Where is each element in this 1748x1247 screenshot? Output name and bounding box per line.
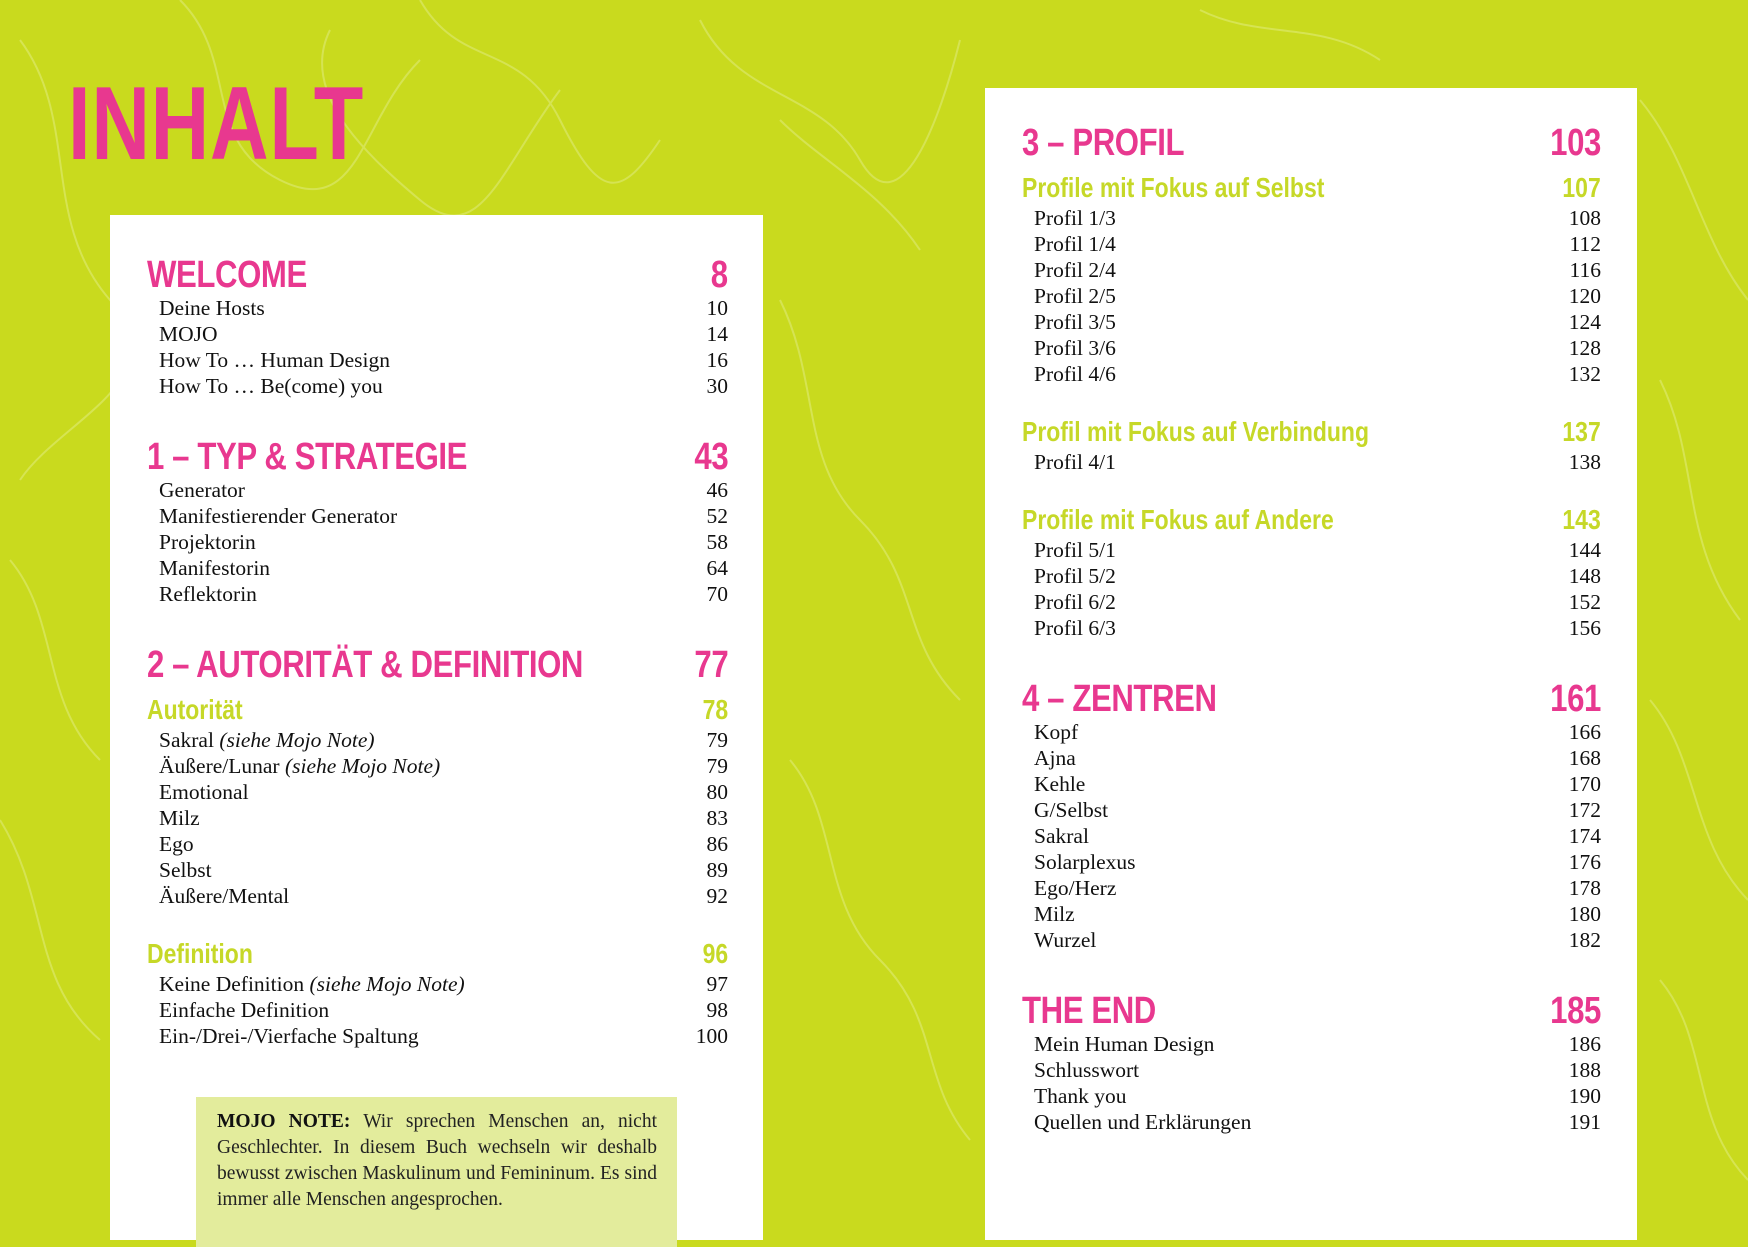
toc-entry[interactable]: Sakral 174 (1034, 824, 1601, 848)
toc-entry[interactable]: Ajna 168 (1034, 746, 1601, 770)
toc-entry[interactable]: Deine Hosts 10 (159, 296, 728, 320)
toc-subsection-heading[interactable]: Profile mit Fokus auf Andere 143 (1022, 504, 1601, 535)
toc-entry[interactable]: Profil 4/1 138 (1034, 450, 1601, 474)
toc-entry[interactable]: Mein Human Design 186 (1034, 1032, 1601, 1056)
toc-entry[interactable]: Reflektorin 70 (159, 582, 728, 606)
toc-entry[interactable]: Milz 180 (1034, 902, 1601, 926)
toc-entry[interactable]: MOJO 14 (159, 322, 728, 346)
spacer (1022, 387, 1601, 407)
toc-entry[interactable]: Profil 1/3 108 (1034, 206, 1601, 230)
toc-entry[interactable]: Keine Definition (siehe Mojo Note) 97 (159, 972, 728, 996)
spacer (147, 909, 728, 929)
spacer (147, 399, 728, 437)
page-title: INHALT (68, 66, 365, 182)
toc-section-heading[interactable]: WELCOME 8 (147, 254, 728, 296)
toc-section-heading[interactable]: 1 – TYP & STRATEGIE 43 (147, 436, 728, 478)
toc-entry[interactable]: Emotional 80 (159, 780, 728, 804)
toc-right-panel (985, 88, 1637, 1240)
toc-entry[interactable]: Kehle 170 (1034, 772, 1601, 796)
toc-entry[interactable]: Äußere/Mental 92 (159, 884, 728, 908)
mojo-note-label: MOJO NOTE: (217, 1111, 351, 1132)
toc-entry[interactable]: Schlusswort 188 (1034, 1058, 1601, 1082)
toc-section-heading[interactable]: 2 – AUTORITÄT & DEFINITION 77 (147, 644, 728, 686)
toc-right (1022, 123, 1601, 1135)
toc-entry[interactable]: Manifestorin 64 (159, 556, 728, 580)
toc-entry[interactable]: Einfache Definition 98 (159, 998, 728, 1022)
toc-entry[interactable]: Wurzel 182 (1034, 928, 1601, 952)
toc-entry[interactable]: Äußere/Lunar (siehe Mojo Note) 79 (159, 754, 728, 778)
toc-subsection-heading[interactable]: Autorität 78 (147, 694, 728, 725)
toc-section-heading[interactable]: 3 – PROFIL 103 (1022, 122, 1601, 164)
toc-subsection-heading[interactable]: Profil mit Fokus auf Verbindung 137 (1022, 416, 1601, 447)
mojo-note-box (196, 1097, 677, 1247)
spacer (1022, 953, 1601, 991)
toc-entry[interactable]: Ego/Herz 178 (1034, 876, 1601, 900)
toc-left (147, 255, 728, 1049)
toc-entry[interactable]: Profil 6/2 152 (1034, 590, 1601, 614)
spacer (1022, 641, 1601, 679)
toc-entry[interactable]: Kopf 166 (1034, 720, 1601, 744)
toc-entry[interactable]: Profil 5/2 148 (1034, 564, 1601, 588)
toc-section-heading[interactable]: 4 – ZENTREN 161 (1022, 678, 1601, 720)
toc-subsection-heading[interactable]: Profile mit Fokus auf Selbst 107 (1022, 172, 1601, 203)
toc-entry[interactable]: Solarplexus 176 (1034, 850, 1601, 874)
toc-entry[interactable]: Ego 86 (159, 832, 728, 856)
toc-entry[interactable]: How To … Human Design 16 (159, 348, 728, 372)
toc-section-heading[interactable]: THE END 185 (1022, 990, 1601, 1032)
toc-entry[interactable]: Profil 3/6 128 (1034, 336, 1601, 360)
toc-entry[interactable]: Sakral (siehe Mojo Note) 79 (159, 728, 728, 752)
toc-entry[interactable]: Manifestierender Generator 52 (159, 504, 728, 528)
toc-entry[interactable]: Profil 3/5 124 (1034, 310, 1601, 334)
toc-entry[interactable]: Quellen und Erklärungen 191 (1034, 1110, 1601, 1134)
toc-entry[interactable]: Profil 4/6 132 (1034, 362, 1601, 386)
toc-entry[interactable]: G/Selbst 172 (1034, 798, 1601, 822)
toc-entry[interactable]: Selbst 89 (159, 858, 728, 882)
toc-subsection-heading[interactable]: Definition 96 (147, 938, 728, 969)
toc-entry[interactable]: Profil 1/4 112 (1034, 232, 1601, 256)
toc-entry[interactable]: Projektorin 58 (159, 530, 728, 554)
toc-left-panel (110, 215, 763, 1240)
toc-entry[interactable]: Milz 83 (159, 806, 728, 830)
toc-entry[interactable]: How To … Be(come) you 30 (159, 374, 728, 398)
toc-entry[interactable]: Ein-/Drei-/Vierfache Spaltung 100 (159, 1024, 728, 1048)
toc-entry[interactable]: Profil 6/3 156 (1034, 616, 1601, 640)
toc-entry[interactable]: Profil 2/5 120 (1034, 284, 1601, 308)
toc-entry[interactable]: Profil 5/1 144 (1034, 538, 1601, 562)
toc-entry[interactable]: Thank you 190 (1034, 1084, 1601, 1108)
toc-entry[interactable]: Generator 46 (159, 478, 728, 502)
mojo-note-text: Wir sprechen Menschen an, nicht Geschlechter. In diesem Buch wechseln wir deshalb bewusst zwischen Maskulinum und Femininum. Es sind immer alle Menschen angesprochen. (217, 1111, 657, 1210)
toc-entry[interactable]: Profil 2/4 116 (1034, 258, 1601, 282)
spacer (1022, 475, 1601, 495)
spacer (147, 607, 728, 645)
